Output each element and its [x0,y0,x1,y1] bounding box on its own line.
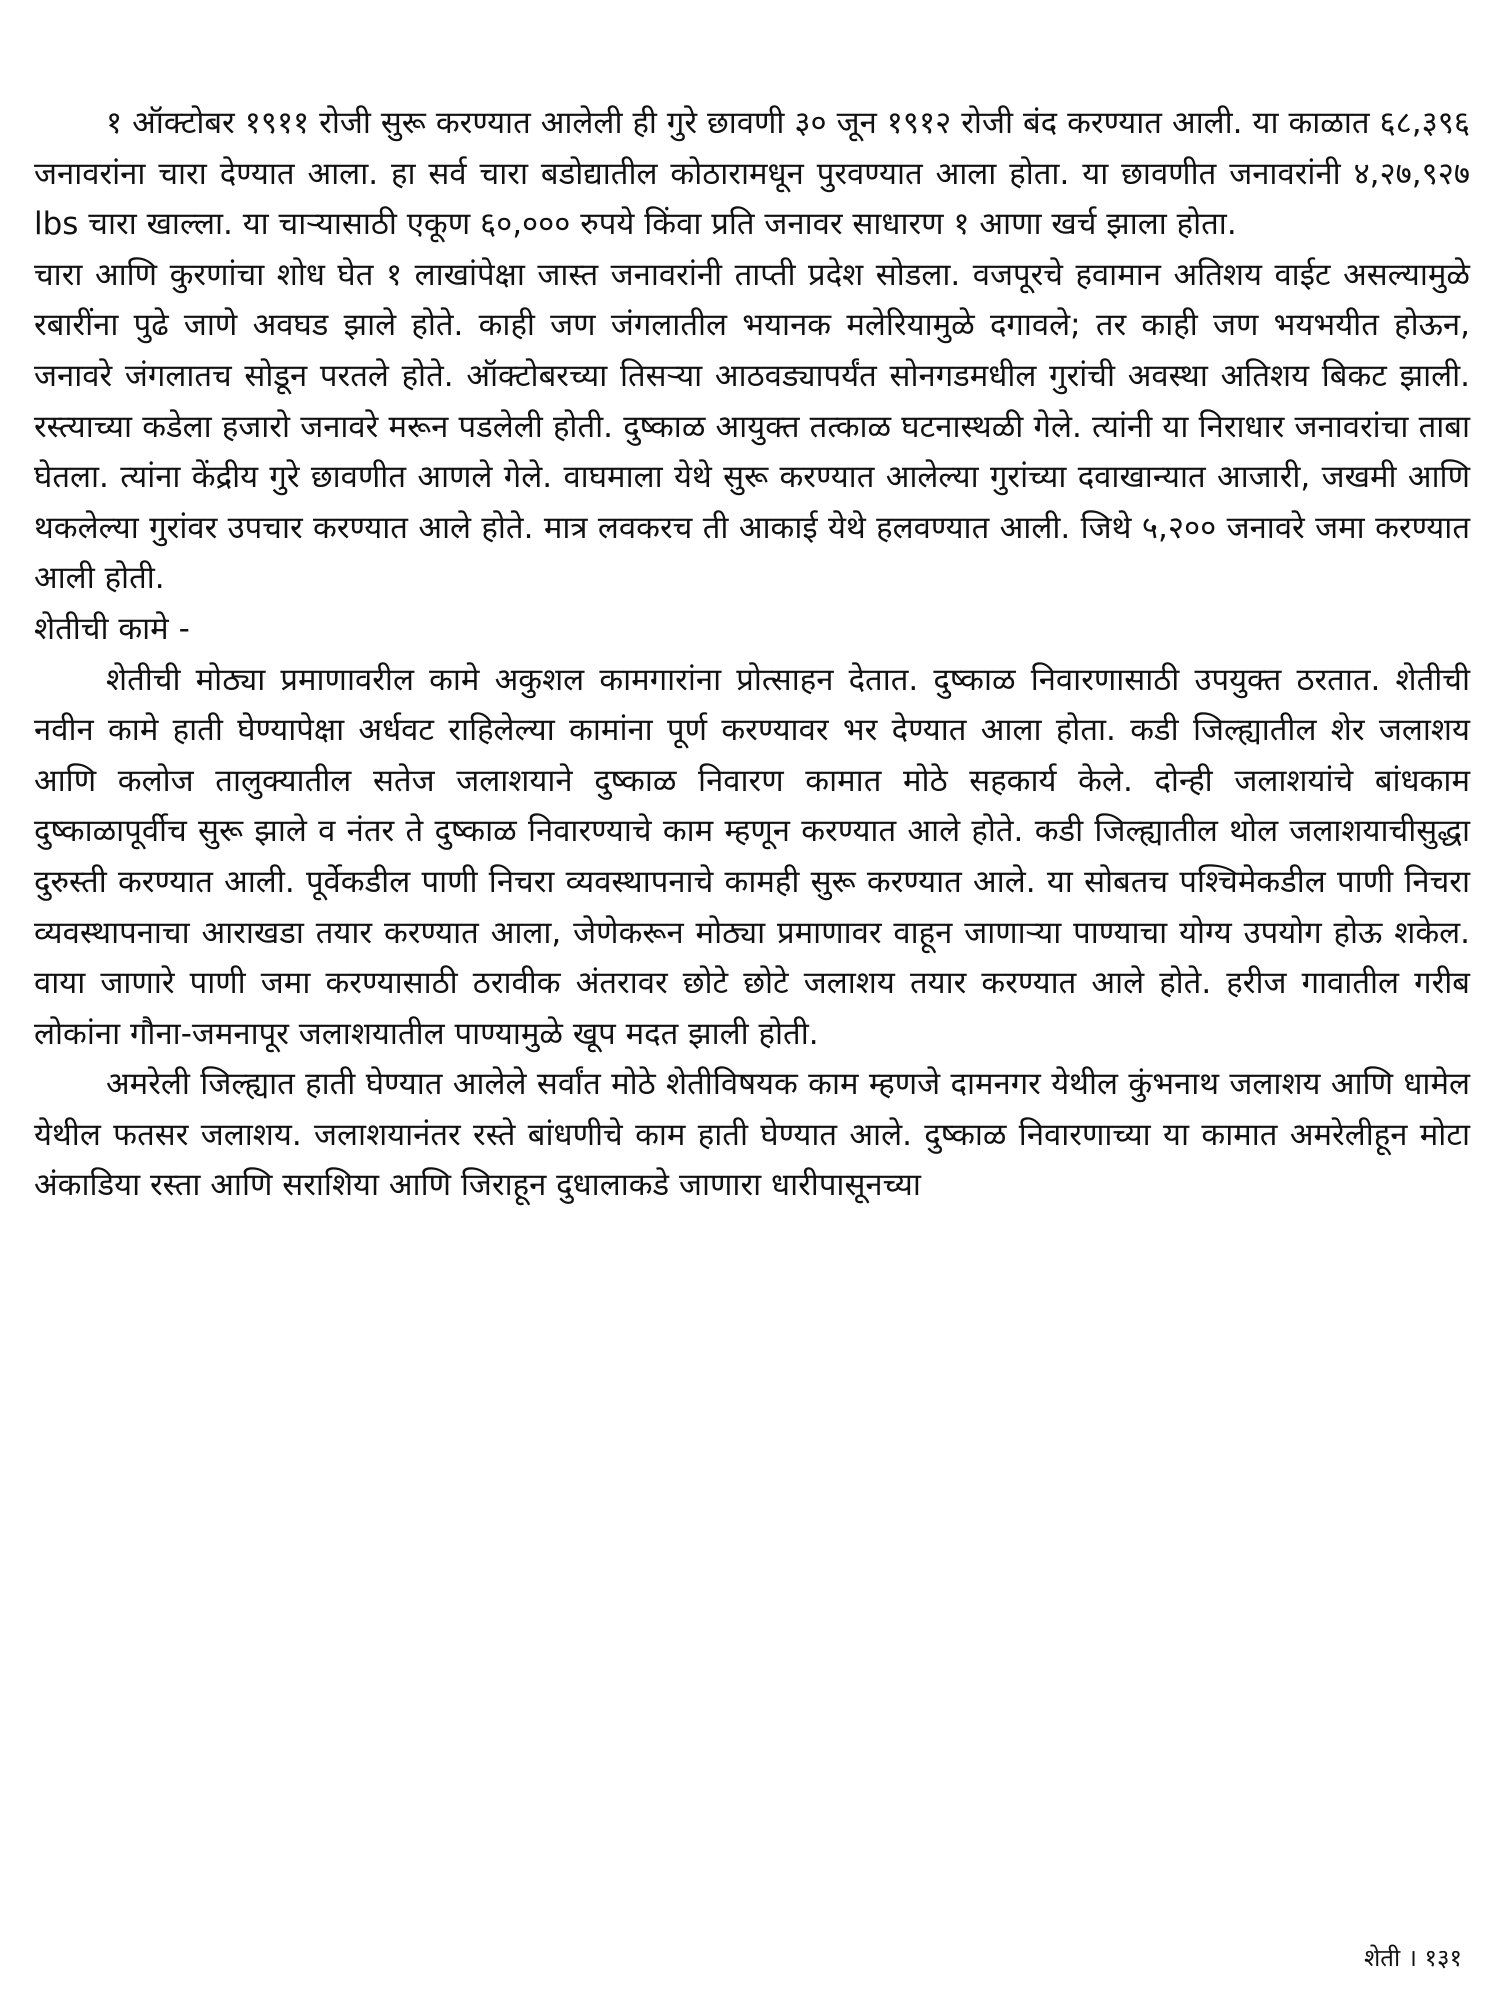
paragraph-cattle-camp: १ ऑक्टोबर १९११ रोजी सुरू करण्यात आलेली ही गुरे छावणी ३० जून १९१२ रोजी बंद करण्यात आली. या काळात ६८,३९६ जनावरांना चारा देण्यात आला. हा सर्व चारा बडोद्यातील कोठारामधून पुरवण्यात आला होता. या छावणीत जनावरांनी ४,२७,९२७ lbs चारा खाल्ला. या चाऱ्यासाठी एकूण ६०,००० रुपये किंवा प्रति जनावर साधारण १ आणा खर्च झाला होता. [34,105,1470,243]
page-footer: शेती । १३१ [1363,1944,1462,1972]
paragraph-agricultural-works: शेतीची मोठ्या प्रमाणावरील कामे अकुशल कामगारांना प्रोत्साहन देतात. दुष्काळ निवारणासाठी उपयुक्त ठरतात. शेतीची नवीन कामे हाती घेण्यापेक्षा अर्धवट राहिलेल्या कामांना पूर्ण करण्यावर भर देण्यात आला होता. कडी जिल्ह्यातील शेर जलाशय आणि कलोज तालुक्यातील सतेज जलाशयाने दुष्काळ निवारण कामात मोठे सहकार्य केले. दोन्ही जलाशयांचे बांधकाम दुष्काळापूर्वीच सुरू झाले व नंतर ते दुष्काळ निवारण्याचे काम म्हणून करण्यात आले होते. कडी जिल्ह्यातील थोल जलाशयाचीसुद्धा दुरुस्ती करण्यात आली. पूर्वेकडील पाणी निचरा व्यवस्थापनाचे कामही सुरू करण्यात आले. या सोबतच पश्चिमेकडील पाणी निचरा व्यवस्थापनाचा आराखडा तयार करण्यात आला, जेणेकरून मोठ्या प्रमाणावर वाहून जाणाऱ्या पाण्याचा योग्य उपयोग होऊ शकेल. वाया जाणारे पाणी जमा करण्यासाठी ठरावीक अंतरावर छोटे छोटे जलाशय तयार करण्यात आले होते. हरीज गावातील गरीब लोकांना गौना-जमनापूर जलाशयातील पाण्यामुळे खूप मदत झाली होती. [34,661,1470,1052]
section-heading-agricultural-works: शेतीची कामे - [34,610,190,647]
paragraph-amreli-district: अमरेली जिल्ह्यात हाती घेण्यात आलेले सर्वांत मोठे शेतीविषयक काम म्हणजे दामनगर येथील कुंभनाथ जलाशय आणि धामेल येथील फतसर जलाशय. जलाशयानंतर रस्ते बांधणीचे काम हाती घेण्यात आले. दुष्काळ निवारणाच्या या कामात अमरेलीहून मोटा अंकाडिया रस्ता आणि सराशिया आणि जिराहून दुधालाकडे जाणारा धारीपासूनच्या [34,1066,1470,1204]
paragraph-fodder-search: चारा आणि कुरणांचा शोध घेत १ लाखांपेक्षा जास्त जनावरांनी ताप्ती प्रदेश सोडला. वजपूरचे हवामान अतिशय वाईट असल्यामुळे रबारींना पुढे जाणे अवघड झाले होते. काही जण जंगलातील भयानक मलेरियामुळे दगावले; तर काही जण भयभयीत होऊन, जनावरे जंगलातच सोडून परतले होते. ऑक्टोबरच्या तिसऱ्या आठवड्यापर्यंत सोनगडमधील गुरांची अवस्था अतिशय बिकट झाली. रस्त्याच्या कडेला हजारो जनावरे मरून पडलेली होती. दुष्काळ आयुक्त तत्काळ घटनास्थळी गेले. त्यांनी या निराधार जनावरांचा ताबा घेतला. त्यांना केंद्रीय गुरे छावणीत आणले गेले. वाघमाला येथे सुरू करण्यात आलेल्या गुरांच्या दवाखान्यात आजारी, जखमी आणि थकलेल्या गुरांवर उपचार करण्यात आले होते. मात्र लवकरच ती आकाई येथे हलवण्यात आली. जिथे ५,२०० जनावरे जमा करण्यात आली होती. [34,256,1470,597]
document-body [34,98,1470,1211]
